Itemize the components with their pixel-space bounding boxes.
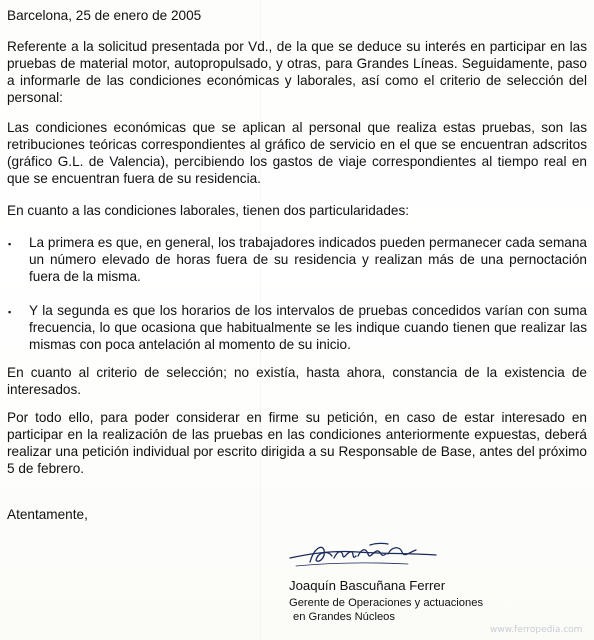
bullet-marker-2: ▪ <box>8 307 12 317</box>
bullet-item-2: Y la segunda es que los horarios de los intervalos de pruebas concedidos varían con suma frecuencia, lo que ocasiona que habitualmente se les indique cuando tienen que realizar las mismas con poca antelación al momento de su inicio. <box>29 303 587 352</box>
signer-role-line-1: Gerente de Operaciones y actuaciones <box>289 597 484 609</box>
watermark-text: www.ferropedia.com <box>490 625 583 635</box>
paragraph-request-deadline: Por todo ello, para poder considerar en firme su petición, en caso de estar interesado en participar en la realización de las pruebas en las condiciones anteriormente expuestas, deberá realizar una petición individual por escrito dirigida a su Responsable de Base, antes del próximo 5 de febrero. <box>7 410 587 476</box>
paragraph-labor-intro: En cuanto a las condiciones laborales, tienen dos particularidades: <box>7 203 410 218</box>
paragraph-selection-criteria: En cuanto al criterio de selección; no existía, hasta ahora, constancia de la existencia de interesados. <box>7 365 587 397</box>
signer-name: Joaquín Bascuñana Ferrer <box>289 578 446 593</box>
bullet-marker-1: ▪ <box>8 239 12 249</box>
paragraph-request: Referente a la solicitud presentada por Vd., de la que se deduce su interés en participar en las pruebas de material motor, autopropulsado, y otras, para Grandes Líneas. Seguidamente, paso a informarle de las condiciones económicas y laborales, así como el criterio de selección del personal: <box>7 39 587 105</box>
signer-role-line-2: en Grandes Núcleos <box>293 611 395 623</box>
bullet-item-1: La primera es que, en general, los trabajadores indicados pueden permanecer cada semana un número elevado de horas fuera de su residencia y realizan más de una pernoctación fuera de la misma. <box>29 235 587 284</box>
paragraph-economic-conditions: Las condiciones económicas que se aplican al personal que realiza estas pruebas, son las retribuciones teóricas correspondientes al gráfico de servicio en el que se encuentran adscritos (gráfico G.L. de Valencia), percibiendo los gastos de viaje correspondientes al tiempo real en que se encuentran fuera de su residencia. <box>7 120 587 186</box>
closing-salutation: Atentamente, <box>7 507 88 522</box>
handwritten-signature <box>288 536 438 570</box>
letter-date: Barcelona, 25 de enero de 2005 <box>7 8 202 23</box>
